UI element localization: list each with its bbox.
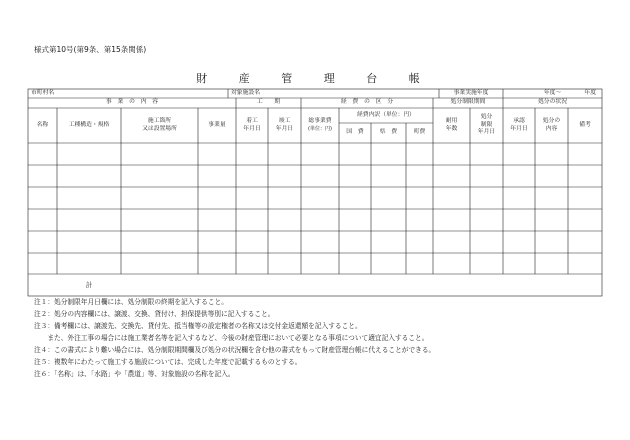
note-5: 注５：複数年にわたって施工する施設については、完成した年度で記載するものとする。 [34,358,302,366]
column-expense-breakdown: 経費内訳（単位：円） [357,111,415,118]
column-useful-life-line2: 年数 [445,125,458,132]
target-facility-label: 対象施設名 [231,89,260,96]
column-quantity: 事業量 [208,121,226,128]
column-municipal-cost: 町費 [413,129,426,136]
column-useful-life [433,108,470,143]
column-disposal-content-line1: 処分の [542,117,561,124]
column-approval-line2: 年月日 [510,125,528,132]
column-restriction-date [470,108,503,143]
note-3-continued: また、外注工事の場合には施工業者名等を記入するなど、今後の財産管理において必要となる事項について適宜記入すること。 [34,334,429,342]
column-start-line2: 年月日 [243,125,261,132]
column-useful-life-line1: 耐用 [445,117,458,124]
column-start-line1: 着工 [246,117,258,124]
column-location-line1: 施工箇所 [147,117,172,124]
column-location-line2: 又は設置場所 [142,125,177,132]
column-finish-line2: 年月日 [275,125,294,132]
column-finish-line1: 竣工 [278,117,291,124]
column-finish-date [268,108,301,143]
column-approval-line1: 承認 [513,117,525,124]
project-content-header: 事 業 の 内 容 [105,99,159,106]
column-disposal-content [535,108,568,143]
notes-section [34,296,435,380]
expense-category-header: 経 費 の 区 分 [340,99,394,106]
page-title: 財 産 管 理 台 帳 [196,72,434,85]
column-national-cost: 国 費 [346,129,364,136]
column-disposal-content-line2: 内容 [545,125,558,132]
note-6: 注６：「名称」は、「水路」や「農道」等、対象施設の名称を記入。 [34,370,235,378]
column-approval-date [503,108,535,143]
column-total-cost-line2: (単位：円) [308,126,332,133]
column-prefectural-cost: 県 費 [379,129,398,136]
note-3: 注３：備考欄には、譲渡先、交換先、貸付先、抵当権等の設定権者の名称又は交付金返還額を記入すること。 [34,322,362,330]
project-year-label: 事業実施年度 [453,89,489,96]
construction-period-header: 工 期 [256,99,281,106]
column-restriction-line1: 処分 [480,113,493,120]
column-remarks: 備考 [579,121,591,128]
column-restriction-line3: 年月日 [477,129,496,136]
note-4: 注４：この書式により難い場合には、処分制限期間欄及び処分の状況欄を含む他の書式をもって財産管理台帳に代えることができる。 [34,346,436,354]
column-location [121,108,198,143]
column-total-cost [301,108,339,143]
note-2: 注２：処分の内容欄には、譲渡、交換、貸付け、担保提供等別に記入すること。 [34,310,275,318]
column-name: 名称 [36,121,49,128]
total-label: 計 [85,280,93,289]
note-1: 注１：処分制限年月日欄には、処分制限の終期を記入すること。 [34,298,228,306]
form-number: 様式第10号(第9条、第15条関係) [34,45,147,54]
municipality-label: 市町村名 [31,89,55,96]
column-restriction-line2: 制限 [480,121,493,128]
column-total-cost-line1: 総事業費 [308,118,332,125]
column-start-date [236,108,268,143]
disposal-restriction-header: 処分制限期間 [450,99,486,106]
disposal-status-header: 処分の状況 [538,99,567,106]
year-range-field[interactable]: 年度～ 年度 [543,89,596,96]
column-structure: 工種構造・規格 [68,121,110,128]
